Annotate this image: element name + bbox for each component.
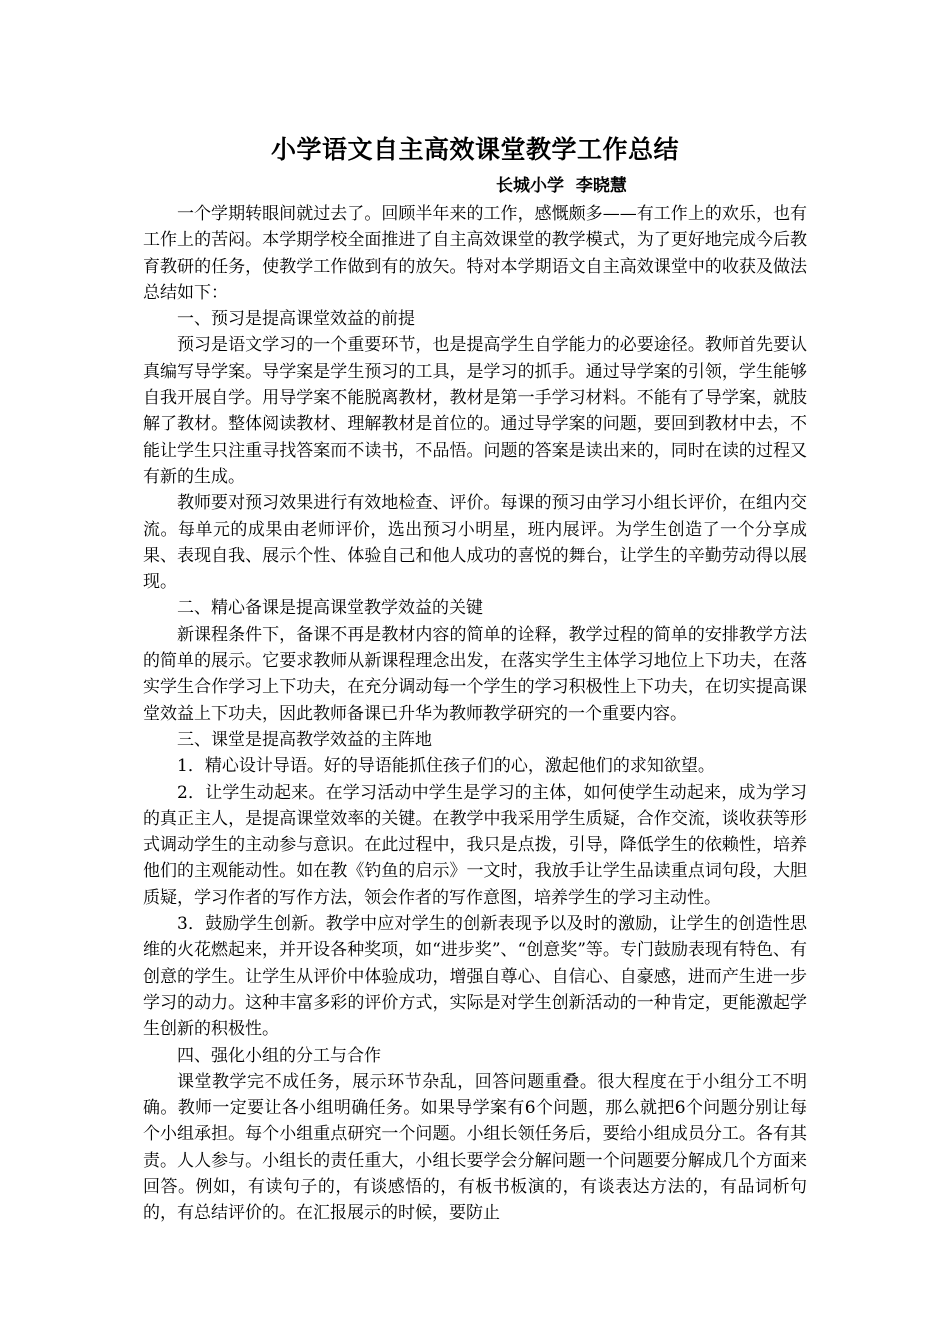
document-author: 长城小学 李晓慧: [496, 176, 627, 196]
section-heading-4: 四、强化小组的分工与合作: [177, 1045, 381, 1066]
list-item-2: 2．让学生动起来。在学习活动中学生是学习的主体，如何使学生动起来，成为学习的真正主人，是提高课堂效率的关键。在教学中我采用学生质疑，合作交流，谈收获等形式调动学生的主动参与意识。在此过程中，我只是点拨，引导，降低学生的依赖性，培养他们的主观能动性。如在教《钓鱼的启示》一文时，我放手让学生品读重点词句段，大胆质疑，学习作者的写作方法，领会作者的写作意图，培养学生的学习主动性。: [143, 782, 807, 908]
section-heading-3: 三、课堂是提高教学效益的主阵地: [177, 729, 432, 750]
paragraph: 新课程条件下，备课不再是教材内容的简单的诠释，教学过程的简单的安排教学方法的简单的展示。它要求教师从新课程理念出发，在落实学生主体学习地位上下功夫，在落实学生合作学习上下功夫，在充分调动每一个学生的学习积极性上下功夫，在切实提高课堂效益上下功夫，因此教师备课已升华为教师教学研究的一个重要内容。: [143, 624, 807, 724]
paragraph: 预习是语文学习的一个重要环节，也是提高学生自学能力的必要途径。教师首先要认真编写导学案。导学案是学生预习的工具，是学习的抓手。通过导学案的引领，学生能够自我开展自学。用导学案不能脱离教材，教材是第一手学习材料。不能有了导学案，就肢解了教材。整体阅读教材、理解教材是首位的。通过导学案的问题，要回到教材中去，不能让学生只注重寻找答案而不读书，不品悟。问题的答案是读出来的，同时在读的过程又有新的生成。: [143, 335, 807, 487]
section-heading-1: 一、预习是提高课堂效益的前提: [177, 309, 415, 330]
paragraph: 课堂教学完不成任务，展示环节杂乱，回答问题重叠。很大程度在于小组分工不明确。教师一定要让各小组明确任务。如果导学案有6个问题，那么就把6个问题分别让每个小组承担。每个小组重点研究一个问题。小组长领任务后，要给小组成员分工。各有其责。人人参与。小组长的责任重大，小组长要学会分解问题一个问题要分解成几个方面来回答。例如，有读句子的，有谈感悟的，有板书板演的，有谈表达方法的，有品词析句的，有总结评价的。在汇报展示的时候，要防止: [143, 1071, 807, 1224]
document-title: 小学语文自主高效课堂教学工作总结: [270, 135, 679, 164]
document-body: [143, 201, 807, 1227]
list-item-1: 1．精心设计导语。好的导语能抓住孩子们的心，激起他们的求知欲望。: [177, 756, 715, 777]
list-item-3: 3．鼓励学生创新。教学中应对学生的创新表现予以及时的激励，让学生的创造性思维的火花燃起来，并开设各种奖项，如“进步奖”、“创意奖”等。专门鼓励表现有特色、有创意的学生。让学生从评价中体验成功，增强自尊心、自信心、自豪感，进而产生进一步学习的动力。这种丰富多彩的评价方式，实际是对学生创新活动的一种肯定，更能激起学生创新的积极性。: [143, 914, 807, 1040]
paragraph-intro: 一个学期转眼间就过去了。回顾半年来的工作，感慨颇多——有工作上的欢乐，也有工作上的苦闷。本学期学校全面推进了自主高效课堂的教学模式，为了更好地完成今后教育教研的任务，使教学工作做到有的放矢。特对本学期语文自主高效课堂中的收获及做法总结如下：: [143, 204, 807, 303]
paragraph: 教师要对预习效果进行有效地检查、评价。每课的预习由学习小组长评价，在组内交流。每单元的成果由老师评价，选出预习小明星，班内展评。为学生创造了一个分享成果、表现自我、展示个性、体验自己和他人成功的喜悦的舞台，让学生的辛勤劳动得以展现。: [143, 493, 807, 593]
section-heading-2: 二、精心备课是提高课堂教学效益的关键: [177, 598, 483, 619]
